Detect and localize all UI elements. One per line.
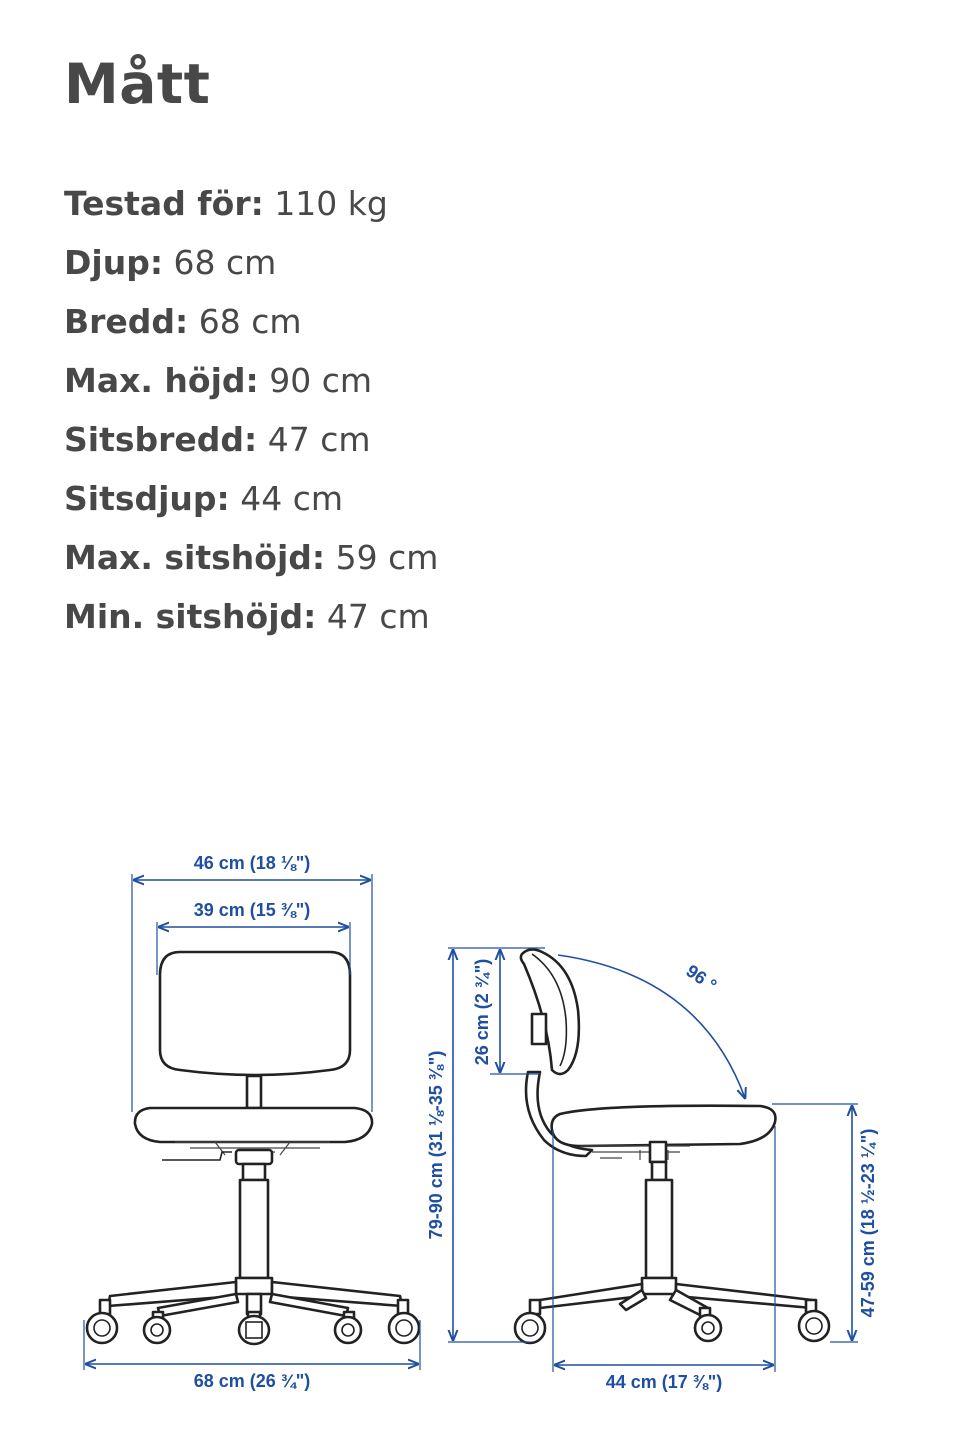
dim-seat-height: 47-59 cm (18 ½-23 ¼") <box>858 1128 878 1318</box>
side-view-chair <box>515 949 829 1343</box>
dim-back-height: 26 cm (2 ¾") <box>472 958 492 1066</box>
dim-back-width: 39 cm (15 ⅜") <box>193 900 311 920</box>
spec-value: 90 cm <box>269 361 372 400</box>
spec-label: Testad för: <box>64 184 264 223</box>
page-title: Mått <box>64 52 211 116</box>
spec-value: 68 cm <box>198 302 302 341</box>
spec-value: 47 cm <box>326 597 430 636</box>
spec-label: Sitsdjup: <box>64 479 230 518</box>
front-view-chair <box>87 952 419 1344</box>
spec-label: Djup: <box>64 243 164 282</box>
spec-label: Bredd: <box>64 302 189 341</box>
spec-row <box>64 298 438 357</box>
spec-value: 44 cm <box>240 479 344 518</box>
spec-label: Min. sitshöjd: <box>64 597 317 636</box>
spec-row <box>64 416 438 475</box>
spec-row <box>64 239 438 298</box>
dim-base-width: 68 cm (26 ¾") <box>193 1371 311 1391</box>
spec-label: Max. sitshöjd: <box>64 538 326 577</box>
spec-value: 68 cm <box>173 243 277 282</box>
spec-row <box>64 180 438 239</box>
spec-label: Max. höjd: <box>64 361 259 400</box>
spec-row <box>64 593 438 652</box>
spec-value: 110 kg <box>274 184 388 223</box>
dim-seat-depth: 44 cm (17 ⅜") <box>605 1372 723 1392</box>
spec-label: Sitsbredd: <box>64 420 258 459</box>
spec-row <box>64 475 438 534</box>
spec-row <box>64 534 438 593</box>
spec-row <box>64 357 438 416</box>
spec-value: 59 cm <box>335 538 439 577</box>
dim-angle: 96 ° <box>682 960 721 996</box>
spec-list <box>64 180 438 652</box>
dimension-diagram <box>0 830 960 1410</box>
dim-outer-width: 46 cm (18 ⅛") <box>193 853 311 873</box>
dim-total-height: 79-90 cm (31 ⅛-35 ⅜") <box>426 1050 446 1240</box>
spec-value: 47 cm <box>267 420 371 459</box>
